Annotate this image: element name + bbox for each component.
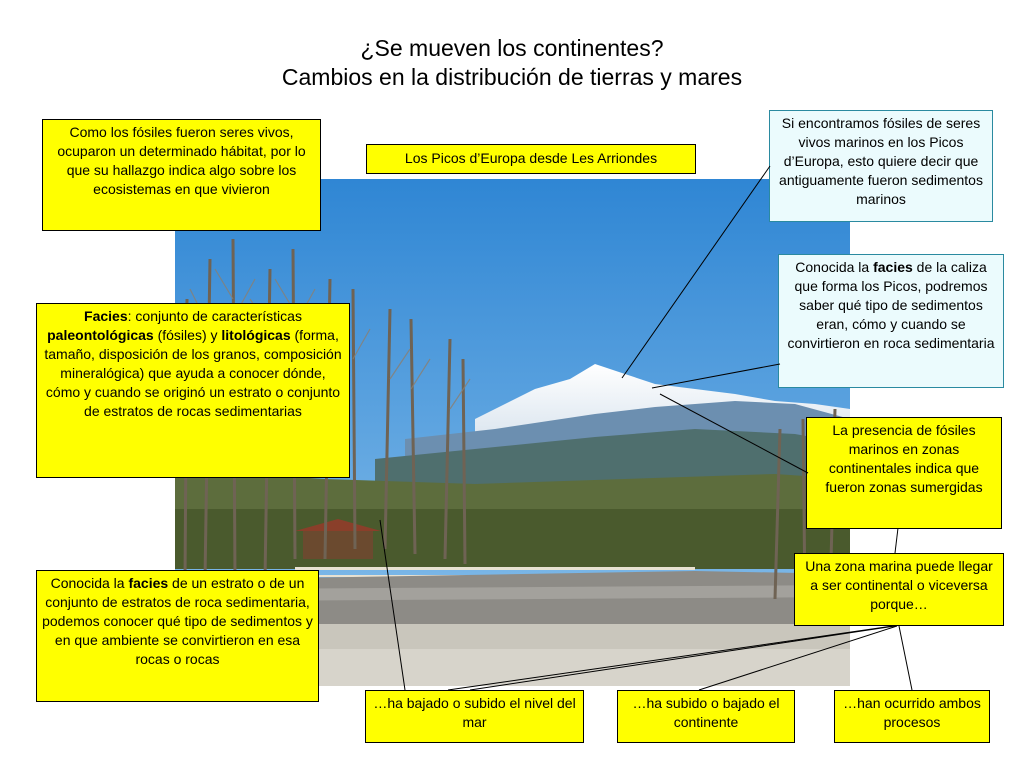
answer-ambos-text: …han ocurrido ambos procesos: [843, 695, 981, 730]
connector-presencia: [660, 394, 808, 473]
term-facies-caliza: facies: [873, 259, 913, 275]
photo-caption-text: Los Picos d’Europa desde Les Arriondes: [404, 150, 658, 166]
connector-nivel-mar-1: [448, 626, 893, 690]
note-presencia-fosiles-text: La presencia de fósiles marinos en zonas continentales indica que fueron zonas sumergidas: [825, 422, 983, 495]
connector-caliza: [652, 364, 780, 388]
facies-def-part-2: (fósiles) y: [153, 327, 222, 343]
answer-continente-text: …ha subido o bajado el continente: [632, 695, 780, 730]
facies-estrato-part-1: Conocida la: [50, 575, 129, 591]
facies-caliza-part-2: de la caliza que forma los Picos, podremos saber qué tipo de sedimentos eran, cómo y cuando se convirtieron en roca sedimentaria: [787, 259, 995, 351]
facies-def-part-1: : conjunto de características: [127, 308, 302, 324]
note-zona-marina-text: Una zona marina puede llegar a ser continental o viceversa porque…: [805, 558, 993, 612]
note-fosiles-seres-vivos-text: Como los fósiles fueron seres vivos, ocuparon un determinado hábitat, por lo que su hallazgo indica algo sobre los ecosistemas en que vivieron: [57, 124, 306, 197]
connector-picos: [622, 166, 770, 378]
term-facies-estrato: facies: [128, 575, 169, 591]
term-litologicas: litológicas: [221, 327, 291, 343]
title-line-2: Cambios en la distribución de tierras y mares: [281, 64, 743, 90]
connector-ambos: [899, 626, 912, 690]
note-fosiles-marinos-picos-text: Si encontramos fósiles de seres vivos marinos en los Picos d’Europa, esto quiere decir que antiguamente fueron sedimentos marinos: [779, 115, 983, 207]
facies-estrato-part-2: de un estrato o de un conjunto de estratos de roca sedimentaria, podemos conocer qué tipo de sedimentos y en que ambiente se convirtieron en esa rocas o rocas: [42, 575, 313, 667]
term-facies: Facies: [84, 308, 128, 324]
connector-continente: [699, 626, 897, 690]
connector-tree: [380, 520, 405, 690]
facies-caliza-part-1: Conocida la: [795, 259, 874, 275]
connector-nivel-mar-2: [470, 626, 895, 690]
connector-zona-presencia: [895, 528, 898, 553]
term-paleontologicas: paleontológicas: [47, 327, 154, 343]
answer-nivel-mar-text: …ha bajado o subido el nivel del mar: [373, 695, 576, 730]
facies-def-part-3: (forma, tamaño, disposición de los granos, composición mineralógica) que ayuda a conocer dónde, cómo y cuando se originó un estrato o conjunto de estratos de rocas sedimentarias: [44, 327, 342, 419]
title-line-1: ¿Se mueven los continentes?: [360, 35, 664, 61]
